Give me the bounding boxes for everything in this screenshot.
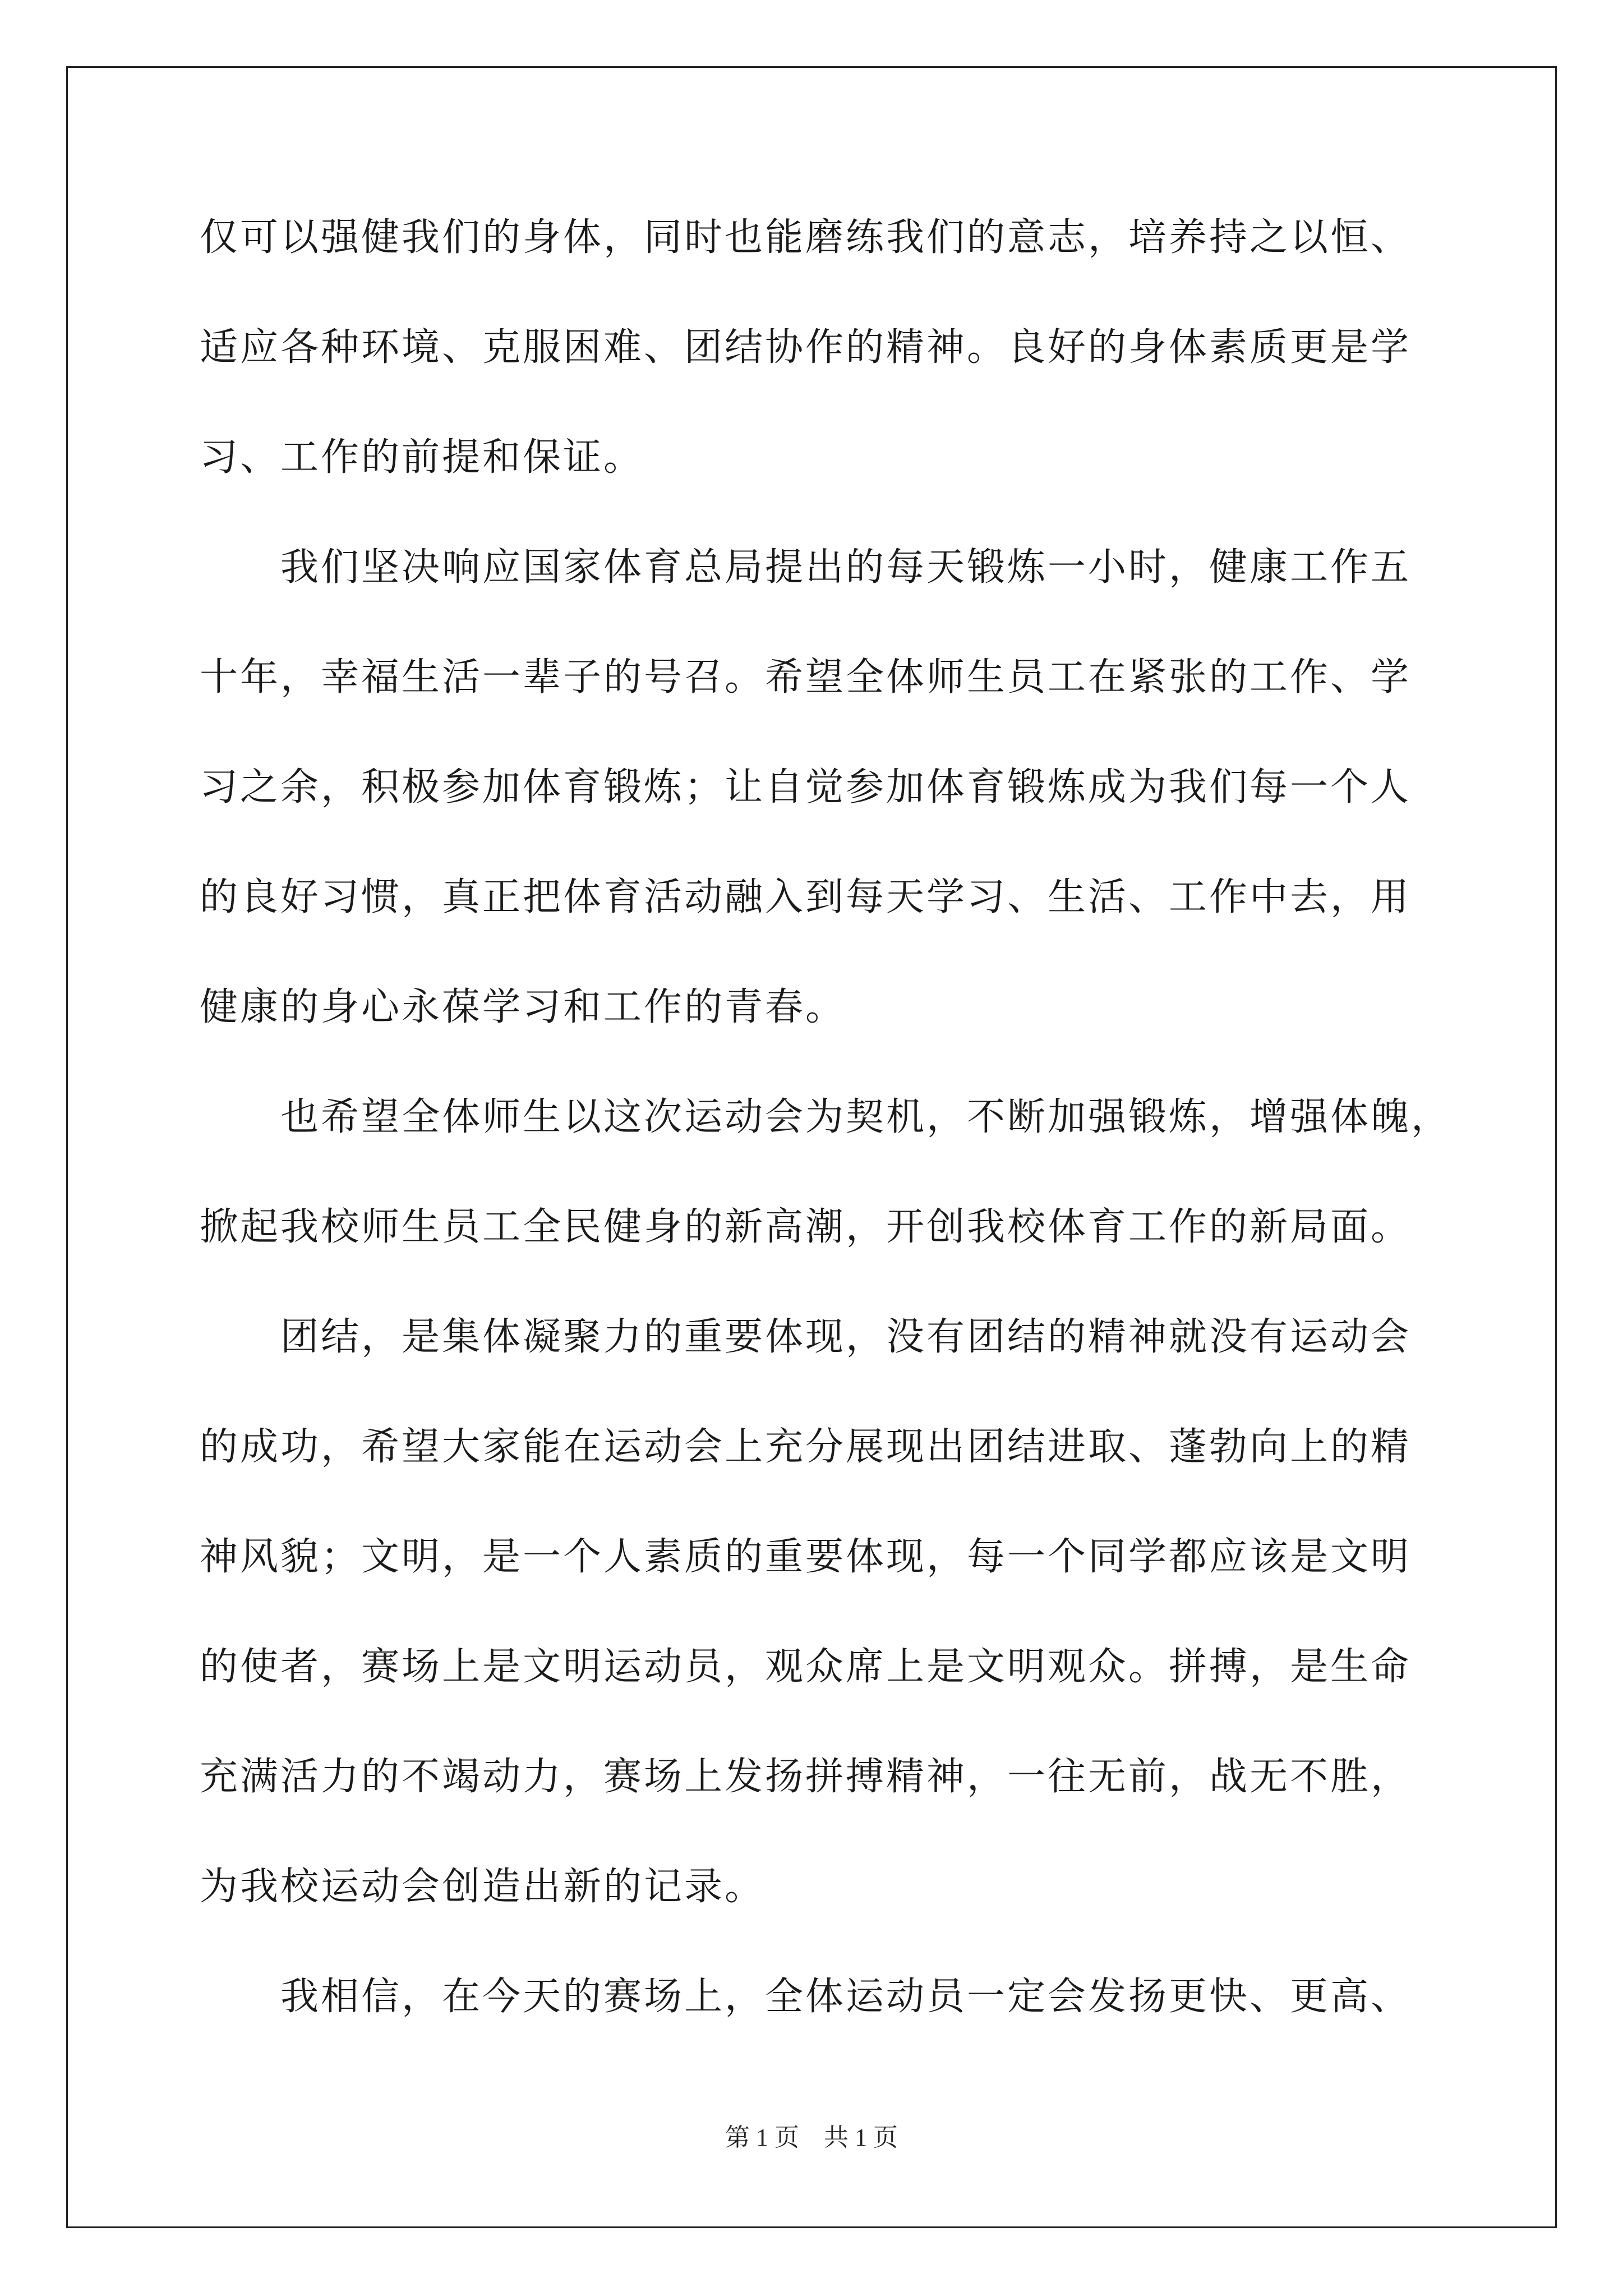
text-line: 充满活力的不竭动力，赛场上发扬拼搏精神，一往无前，战无不胜， [200, 1755, 1412, 1799]
text-line: 健康的身心永葆学习和工作的青春。 [200, 985, 846, 1029]
text-line: 掀起我校师生员工全民健身的新高潮，开创我校体育工作的新局面。 [200, 1205, 1412, 1249]
text-line: 的成功，希望大家能在运动会上充分展现出团结进取、蓬勃向上的精 [200, 1425, 1412, 1469]
text-line: 的良好习惯，真正把体育活动融入到每天学习、生活、工作中去，用 [200, 875, 1412, 919]
text-line: 习之余，积极参加体育锻炼；让自觉参加体育锻炼成为我们每一个人 [200, 765, 1412, 809]
page-number-footer: 第 1 页 共 1 页 [725, 2124, 898, 2151]
text-line: 十年，幸福生活一辈子的号召。希望全体师生员工在紧张的工作、学 [200, 655, 1412, 700]
text-line: 为我校运动会创造出新的记录。 [200, 1865, 766, 1909]
text-line: 神风貌；文明，是一个人素质的重要体现，每一个同学都应该是文明 [200, 1535, 1412, 1579]
text-line: 也希望全体师生以这次运动会为契机，不断加强锻炼，增强体魄， [200, 1095, 1452, 1139]
text-line: 适应各种环境、克服困难、团结协作的精神。良好的身体素质更是学 [200, 325, 1412, 370]
text-line: 的使者，赛场上是文明运动员，观众席上是文明观众。拼搏，是生命 [200, 1645, 1412, 1689]
text-line: 团结，是集体凝聚力的重要体现，没有团结的精神就没有运动会 [200, 1315, 1412, 1359]
text-line: 我们坚决响应国家体育总局提出的每天锻炼一小时，健康工作五 [200, 545, 1412, 590]
text-line: 我相信，在今天的赛场上，全体运动员一定会发扬更快、更高、 [200, 1975, 1412, 2019]
text-line: 习、工作的前提和保证。 [200, 435, 644, 480]
text-line: 仅可以强健我们的身体，同时也能磨练我们的意志，培养持之以恒、 [200, 215, 1412, 260]
